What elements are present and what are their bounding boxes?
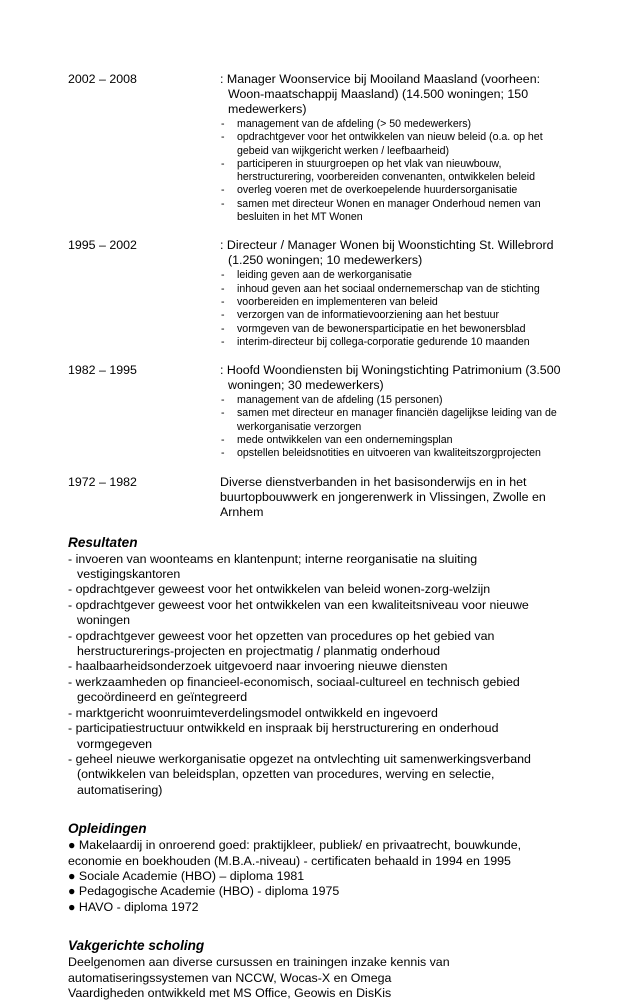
duty-item: - management van de afdeling (> 50 medewerkers): [220, 118, 576, 131]
duty-item: - leiding geven aan de werkorganisatie: [220, 269, 576, 282]
result-item: - geheel nieuwe werkorganisatie opgezet na ontvlechting uit samenwerkingsverband (ontwikkelen van beleidsplan, opzetten van procedures, werving en selectie, automatisering): [68, 751, 531, 797]
section-heading-vakgerichte-scholing: Vakgerichte scholing: [68, 938, 205, 954]
result-item: - marktgericht woonruimteverdelingsmodel ontwikkeld en ingevoerd: [68, 705, 438, 720]
duty-item: - inhoud geven aan het sociaal ondernemerschap van de stichting: [220, 283, 576, 296]
job-period: 1972 – 1982: [68, 474, 137, 489]
job-entry: [68, 238, 576, 349]
job-title: : Directeur / Manager Wonen bij Woonstichting St. Willebrord (1.250 woningen; 10 medewerkers): [220, 238, 554, 268]
education-item: ● Makelaardij in onroerend goed: praktijkleer, publiek/ en privaatrecht, bouwkunde, economie en boekhouden (M.B.A.-niveau) - certificaten behaald in 1994 en 1995: [68, 838, 522, 868]
result-item: - opdrachtgever geweest voor het ontwikkelen van een kwaliteitsniveau voor nieuwe woningen: [68, 597, 529, 628]
result-item: - invoeren van woonteams en klantenpunt; interne reorganisatie na sluiting vestigingskantoren: [68, 551, 478, 582]
training-item: Vaardigheden ontwikkeld met MS Office, Geowis en DisKis: [68, 985, 392, 1000]
job-text: Diverse dienstverbanden in het basisonderwijs en in het buurtopbouwwerk en jongerenwerk in Vlissingen, Zwolle en Arnhem: [220, 474, 546, 519]
job-period: 1982 – 1995: [68, 363, 137, 378]
duty-list: [220, 394, 576, 460]
resultaten-list: [68, 552, 576, 799]
job-description: [220, 238, 576, 349]
job-entry: [68, 475, 576, 520]
result-item: - haalbaarheidsonderzoek uitgevoerd naar invoering nieuwe diensten: [68, 659, 448, 674]
scholing-list: [68, 955, 576, 1001]
job-description: [220, 363, 576, 460]
result-item: - opdrachtgever geweest voor het ontwikkelen van beleid wonen-zorg-welzijn: [68, 582, 491, 597]
duty-item: - voorbereiden en implementeren van beleid: [220, 296, 576, 309]
duty-item: - samen met directeur en manager financiën dagelijkse leiding van de werkorganisatie verzorgen: [220, 407, 576, 434]
duty-item: - samen met directeur Wonen en manager Onderhoud nemen van besluiten in het MT Wonen: [220, 198, 576, 225]
duty-item: - opstellen beleidsnotities en uitvoeren van kwaliteitszorgprojecten: [220, 447, 576, 460]
job-title: : Hoofd Woondiensten bij Woningstichting Patrimonium (3.500 woningen; 30 medewerkers): [220, 363, 561, 393]
section-heading-opleidingen: Opleidingen: [68, 821, 147, 837]
job-title: : Manager Woonservice bij Mooiland Maasland (voorheen: Woon-maatschappij Maasland) (14.500 woningen; 150 medewerkers): [220, 72, 541, 116]
result-item: - werkzaamheden op financieel-economisch, sociaal-cultureel en technisch gebied gecoördineerd en geïntegreerd: [68, 674, 520, 705]
duty-item: - vormgeven van de bewonersparticipatie en het bewonersblad: [220, 323, 576, 336]
result-item: - opdrachtgever geweest voor het opzetten van procedures op het gebied van herstructurerings-projecten en projectmatig / planmatig onderhoud: [68, 628, 495, 659]
result-item: - participatiestructuur ontwikkeld en inspraak bij herstructurering en onderhoud vormgegeven: [68, 721, 499, 751]
duty-list: [220, 118, 576, 224]
duty-item: - overleg voeren met de overkoepelende huurdersorganisatie: [220, 184, 576, 197]
education-item: ● Pedagogische Academie (HBO) - diploma 1975: [68, 884, 340, 899]
job-period: 1995 – 2002: [68, 238, 137, 253]
training-item: Deelgenomen aan diverse cursussen en trainingen inzake kennis van automatiseringssystemen van NCCW, Wocas-X en Omega: [68, 955, 450, 985]
duty-item: - verzorgen van de informatievoorziening aan het bestuur: [220, 309, 576, 322]
job-description: [220, 72, 576, 224]
job-description: [220, 475, 576, 520]
duty-list: [220, 269, 576, 349]
job-entry: [68, 72, 576, 224]
section-heading-resultaten: Resultaten: [68, 534, 138, 550]
job-entry: [68, 363, 576, 460]
opleidingen-list: [68, 838, 576, 915]
education-item: ● HAVO - diploma 1972: [68, 899, 199, 914]
education-item: ● Sociale Academie (HBO) – diploma 1981: [68, 868, 305, 883]
job-period: 2002 – 2008: [68, 72, 137, 86]
duty-item: - participeren in stuurgroepen op het vlak van nieuwbouw, herstructurering, voorbereiden convenanten, ontwikkelen beleid: [220, 158, 576, 185]
duty-item: - management van de afdeling (15 personen): [220, 394, 576, 407]
duty-item: - interim-directeur bij collega-corporatie gedurende 10 maanden: [220, 336, 576, 349]
duty-item: - mede ontwikkelen van een ondernemingsplan: [220, 434, 576, 447]
duty-item: - opdrachtgever voor het ontwikkelen van nieuw beleid (o.a. op het gebeid van wijkgericht werken / leefbaarheid): [220, 131, 576, 158]
